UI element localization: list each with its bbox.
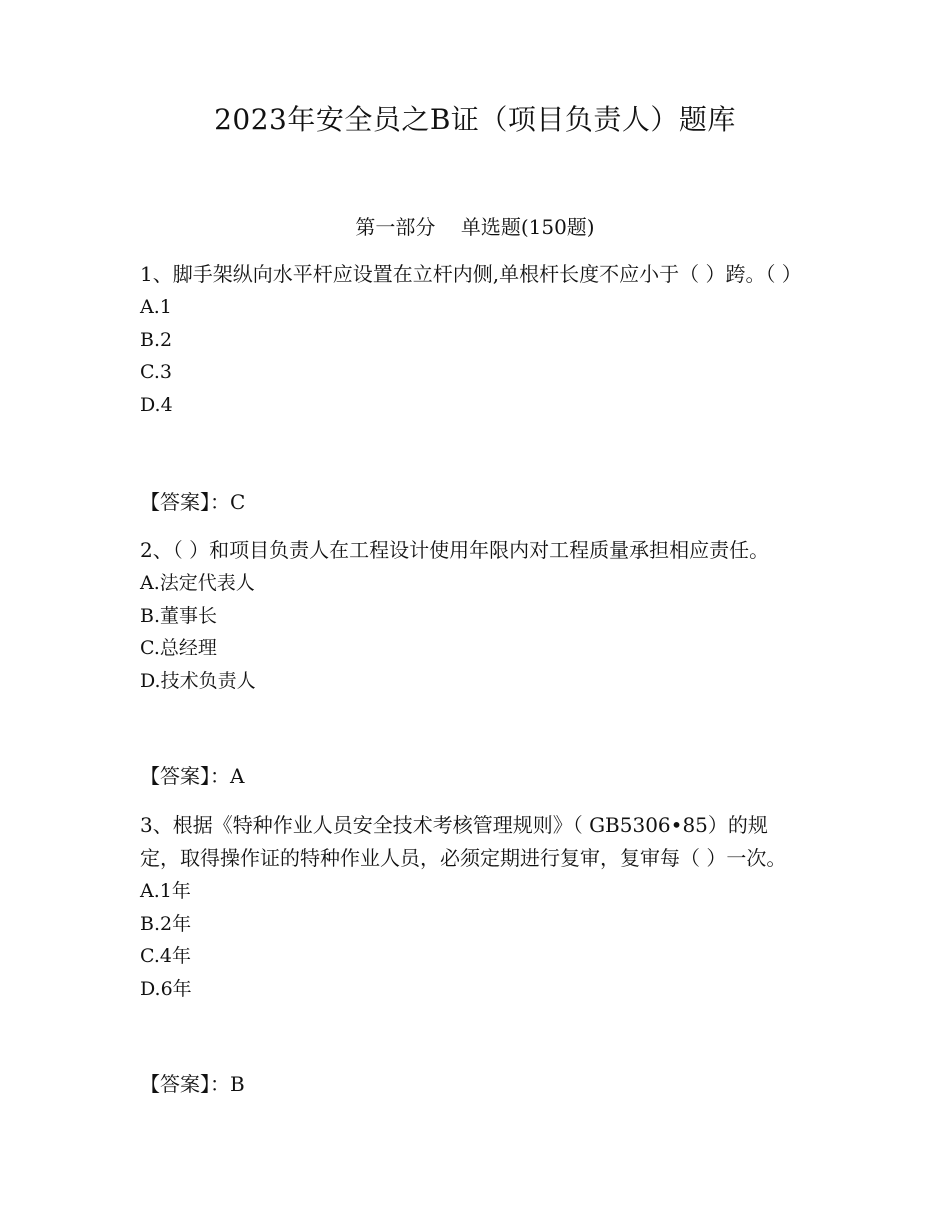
- question-1-option-b: B.2: [140, 328, 173, 351]
- question-1-option-c: C.3: [140, 361, 172, 383]
- question-2: [140, 534, 800, 697]
- section-title: 第一部分 单选题(150题): [355, 215, 595, 239]
- question-3-option-b: B.2年: [140, 912, 192, 935]
- question-1: [140, 258, 800, 421]
- question-2-option-a: A.法定代表人: [140, 572, 255, 594]
- question-2-option-d: D.技术负责人: [140, 669, 256, 692]
- question-2-option-c: C.总经理: [140, 637, 217, 659]
- question-3-options: [140, 875, 800, 1005]
- question-1-option-d: D.4: [140, 393, 173, 416]
- question-1-option-a: A.1: [140, 296, 172, 318]
- question-1-options: [140, 291, 800, 421]
- question-1-answer: 【答案】：C: [140, 490, 246, 514]
- question-3-text: 3、根据《特种作业人员安全技术考核管理规则》（ GB5306•85）的规定，取得操作证的特种作业人员，必须定期进行复审，复审每（ ）一次。: [140, 813, 787, 870]
- question-3-option-c: C.4年: [140, 945, 191, 967]
- document-title: 2023年安全员之B证（项目负责人）题库: [214, 103, 736, 136]
- question-1-text: 1、脚手架纵向水平杆应设置在立杆内侧,单根杆长度不应小于（ ）跨。（ ）: [140, 262, 802, 286]
- question-3-option-a: A.1年: [140, 880, 191, 902]
- question-3-answer: 【答案】：B: [140, 1072, 245, 1096]
- question-2-answer: 【答案】：A: [140, 764, 245, 788]
- question-2-options: [140, 567, 800, 697]
- question-3-option-d: D.6年: [140, 977, 192, 1000]
- question-2-text: 2、（ ）和项目负责人在工程设计使用年限内对工程质量承担相应责任。: [140, 538, 770, 562]
- question-2-option-b: B.董事长: [140, 604, 218, 627]
- question-3: [140, 809, 800, 1005]
